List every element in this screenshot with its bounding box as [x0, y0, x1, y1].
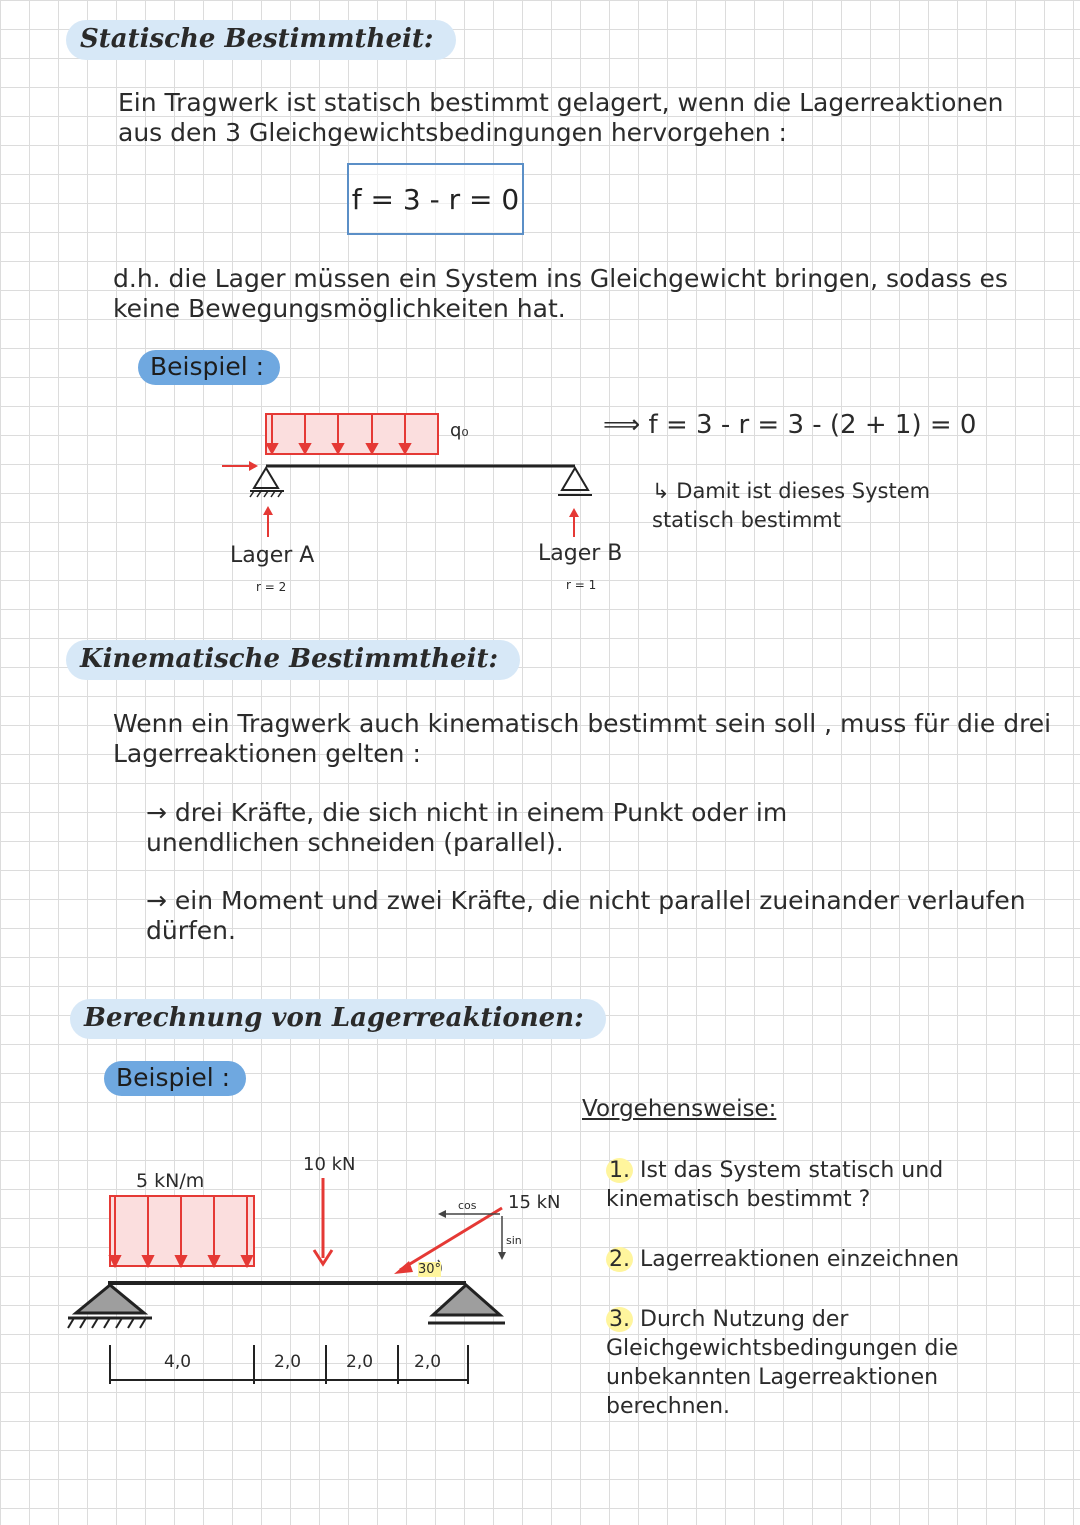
cos-component-arrow [438, 1210, 446, 1218]
support-b-r: r = 1 [566, 578, 597, 592]
step-text-1: Ist das System statisch und kinematisch bestimmt ? [606, 1158, 944, 1212]
procedure-step-2 [606, 1245, 1006, 1274]
example-tag-2: Beispiel : [104, 1061, 246, 1096]
kinematisch-bullet-1: → drei Kräfte, die sich nicht in einem Punkt oder im unendlichen schneiden (parallel). [146, 798, 788, 857]
procedure-title: Vorgehensweise: [582, 1096, 777, 1122]
support-a-2-icon [76, 1285, 144, 1313]
support-a-label: Lager A [230, 543, 315, 568]
support-b-label: Lager B [538, 541, 623, 566]
section-heading-berechnung-lagerreaktionen: Berechnung von Lagerreaktionen: [70, 999, 606, 1039]
inclined-load-label: 15 kN [508, 1192, 561, 1213]
procedure-step-1 [606, 1156, 1006, 1214]
line-load-label: 5 kN/m [136, 1170, 205, 1192]
statisch-definition-text: Ein Tragwerk ist statisch bestimmt gelagert, wenn die Lagerreaktionen aus den 3 Gleichgewichtsbedingungen hervorgehen : [118, 88, 1004, 147]
support-b-2-icon [433, 1285, 500, 1315]
step-text-3: Durch Nutzung der Gleichgewichtsbedingungen die unbekannten Lagerreaktionen berechnen. [606, 1307, 958, 1419]
point-load-label: 10 kN [303, 1154, 356, 1175]
sin-component-arrow [498, 1252, 506, 1260]
angle-label: 30° [418, 1262, 442, 1277]
result-formula: ⟹ f = 3 - r = 3 - (2 + 1) = 0 [603, 410, 977, 440]
dimension-label-1: 4,0 [164, 1352, 192, 1372]
dimension-label-2: 2,0 [274, 1352, 302, 1372]
kinematisch-bullet-2: → ein Moment und zwei Kräfte, die nicht parallel zueinander verlaufen dürfen. [146, 886, 1026, 945]
dimension-label-4: 2,0 [414, 1352, 442, 1372]
support-a-r: r = 2 [256, 580, 287, 594]
step-text-2: Lagerreaktionen einzeichnen [640, 1247, 960, 1272]
sin-label: sin [506, 1234, 522, 1247]
step-number-1: 1. [606, 1158, 633, 1183]
cos-label: cos [458, 1199, 477, 1212]
dimension-label-3: 2,0 [346, 1352, 374, 1372]
kinematisch-intro-text: Wenn ein Tragwerk auch kinematisch bestimmt sein soll , muss für die drei Lagerreaktionen gelten : [113, 709, 1052, 768]
formula-text: f = 3 - r = 0 [351, 182, 520, 216]
step-number-2: 2. [606, 1247, 633, 1272]
result-note: ↳ Damit ist dieses System statisch bestimmt [652, 479, 931, 532]
procedure-step-3 [606, 1305, 1036, 1421]
load-label-q0: q₀ [450, 420, 469, 441]
statisch-explanation-text: d.h. die Lager müssen ein System ins Gleichgewicht bringen, sodass es keine Bewegungsmöglichkeiten hat. [113, 264, 1008, 323]
section-heading-statische-bestimmtheit: Statische Bestimmtheit: [66, 20, 456, 60]
section-heading-kinematische-bestimmtheit: Kinematische Bestimmtheit: [66, 640, 520, 680]
example-tag-1: Beispiel : [138, 350, 280, 385]
step-number-3: 3. [606, 1307, 633, 1332]
